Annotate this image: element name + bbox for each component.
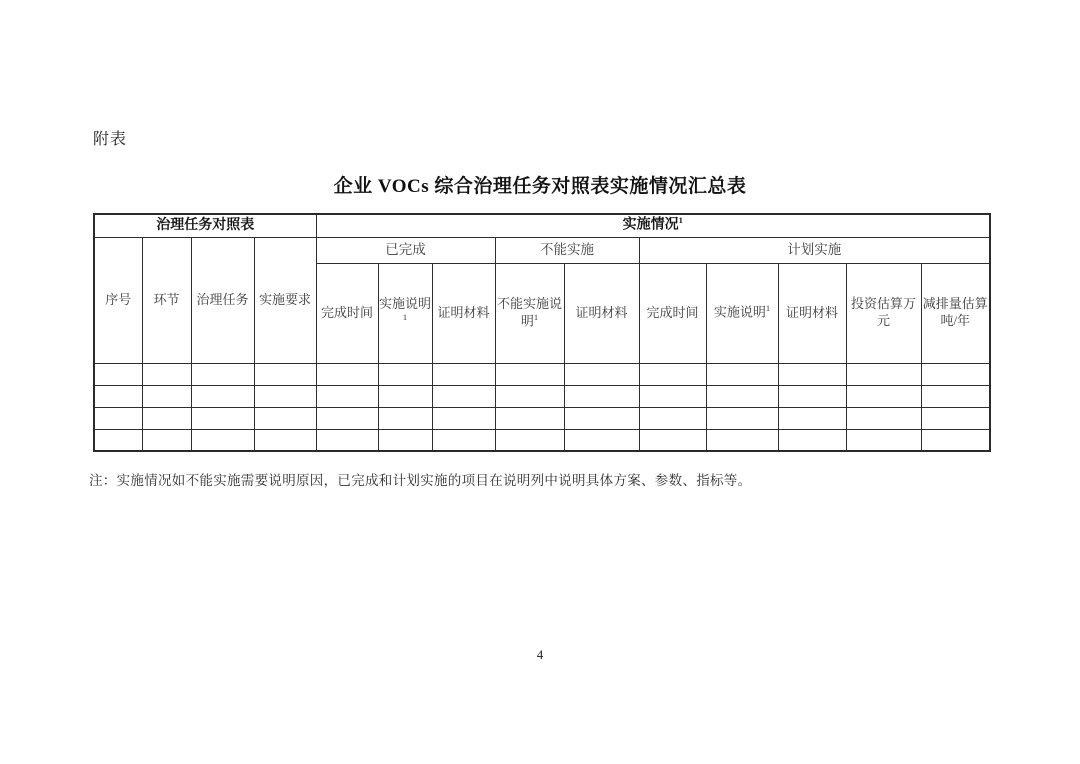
group-header-row [94, 214, 990, 237]
empty-data-row [94, 363, 990, 385]
footnote-marker: 1 [678, 215, 683, 226]
empty-data-cell [921, 429, 990, 451]
empty-data-cell [378, 363, 432, 385]
empty-data-row [94, 385, 990, 407]
column-header-completed-completion-time: 完成时间 [316, 263, 378, 363]
empty-data-cell [378, 407, 432, 429]
empty-data-cell [94, 429, 142, 451]
empty-data-cell [94, 385, 142, 407]
empty-data-cell [254, 385, 316, 407]
empty-data-cell [778, 363, 846, 385]
empty-data-cell [639, 429, 706, 451]
empty-data-cell [142, 429, 191, 451]
empty-data-row [94, 429, 990, 451]
empty-data-cell [778, 407, 846, 429]
column-header-cannot-implement-proof-material: 证明材料 [564, 263, 639, 363]
column-header-emission-reduction-estimate: 减排量估算吨/年 [921, 263, 990, 363]
summary-table-container [93, 213, 991, 452]
table-body [94, 214, 990, 451]
empty-data-cell [639, 407, 706, 429]
group-header-implementation-status [316, 214, 990, 237]
empty-data-cell [432, 363, 495, 385]
footnote: 注：实施情况如不能实施需要说明原因，已完成和计划实施的项目在说明列中说明具体方案、参数、指标等。 [89, 473, 752, 488]
empty-data-cell [846, 429, 921, 451]
footnote-marker: 1 [765, 303, 771, 314]
empty-data-cell [142, 363, 191, 385]
empty-data-cell [706, 407, 778, 429]
empty-data-cell [191, 385, 254, 407]
empty-data-cell [254, 429, 316, 451]
empty-data-cell [191, 429, 254, 451]
empty-data-cell [316, 385, 378, 407]
page-title: 企业 VOCs 综合治理任务对照表实施情况汇总表 [333, 176, 747, 197]
empty-data-cell [706, 363, 778, 385]
subgroup-planned-implementation: 计划实施 [639, 237, 990, 263]
empty-data-cell [316, 363, 378, 385]
empty-data-cell [378, 385, 432, 407]
empty-data-cell [564, 429, 639, 451]
attachment-label: 附表 [93, 131, 128, 148]
empty-data-cell [778, 429, 846, 451]
empty-data-cell [191, 363, 254, 385]
empty-data-cell [254, 407, 316, 429]
empty-data-cell [921, 407, 990, 429]
empty-data-cell [846, 385, 921, 407]
empty-data-cell [142, 407, 191, 429]
column-header-investment-estimate: 投资估算万元 [846, 263, 921, 363]
empty-data-cell [846, 363, 921, 385]
empty-data-cell [564, 385, 639, 407]
footnote-marker: 1 [402, 311, 408, 322]
empty-data-cell [495, 385, 564, 407]
empty-data-cell [432, 385, 495, 407]
column-header-serial-number: 序号 [94, 237, 142, 363]
group-header-task-table [94, 214, 316, 237]
column-header-planned-implementation-description: 实施说明$^1$ [706, 263, 778, 363]
column-header-treatment-task: 治理任务 [191, 237, 254, 363]
empty-data-cell [706, 429, 778, 451]
empty-data-cell [94, 407, 142, 429]
empty-data-cell [316, 429, 378, 451]
column-header-stage: 环节 [142, 237, 191, 363]
empty-data-cell [639, 363, 706, 385]
column-header-completed-implementation-description: 实施说明$^1$ [378, 263, 432, 363]
column-header-planned-proof-material: 证明材料 [778, 263, 846, 363]
empty-data-cell [846, 407, 921, 429]
empty-data-cell [639, 385, 706, 407]
empty-data-row [94, 407, 990, 429]
empty-data-cell [778, 385, 846, 407]
empty-data-cell [316, 407, 378, 429]
empty-data-cell [706, 385, 778, 407]
empty-data-cell [564, 363, 639, 385]
empty-data-cell [432, 407, 495, 429]
empty-data-cell [495, 429, 564, 451]
column-header-implementation-requirement: 实施要求 [254, 237, 316, 363]
subgroup-cannot-implement: 不能实施 [495, 237, 639, 263]
subgroup-completed: 已完成 [316, 237, 495, 263]
empty-data-cell [495, 363, 564, 385]
column-header-completed-proof-material: 证明材料 [432, 263, 495, 363]
empty-data-cell [378, 429, 432, 451]
empty-data-cell [495, 407, 564, 429]
group-header-implementation-status-label: 实施情况 [622, 217, 679, 233]
column-header-cannot-implement-description: 不能实施说明$^1$ [495, 263, 564, 363]
group-header-task-table-label: 治理任务对照表 [156, 217, 255, 233]
empty-data-cell [191, 407, 254, 429]
subgroup-header-row [94, 237, 990, 263]
column-header-planned-completion-time: 完成时间 [639, 263, 706, 363]
empty-data-cell [921, 363, 990, 385]
page-number: 4 [536, 647, 544, 662]
empty-data-cell [94, 363, 142, 385]
empty-data-cell [921, 385, 990, 407]
empty-data-cell [432, 429, 495, 451]
footnote-marker: 1 [533, 311, 539, 322]
empty-data-cell [564, 407, 639, 429]
empty-data-cell [254, 363, 316, 385]
empty-data-cell [142, 385, 191, 407]
summary-table [93, 213, 991, 452]
